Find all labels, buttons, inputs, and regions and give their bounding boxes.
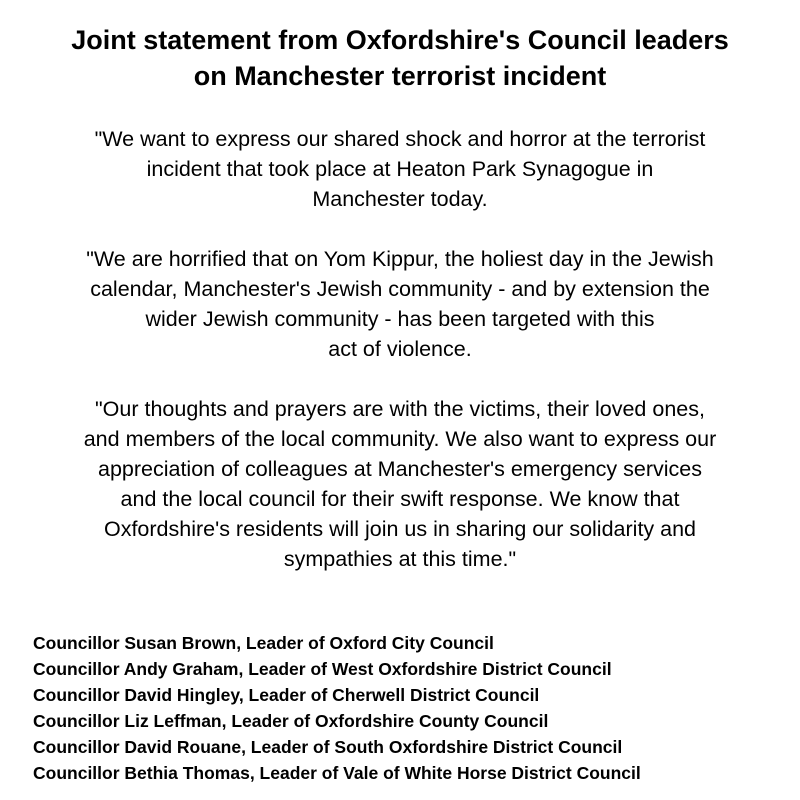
signatory-line: Councillor David Rouane, Leader of South Oxfordshire District Council [33, 737, 623, 757]
statement-title [20, 22, 780, 94]
title-line: Joint statement from Oxfordshire's Council leaders [71, 25, 729, 55]
paragraph-line: Oxfordshire's residents will join us in sharing our solidarity and [103, 517, 697, 541]
paragraph-line: sympathies at this time." [283, 547, 517, 571]
statement-paragraph [20, 244, 780, 364]
signatory-line: Councillor Andy Graham, Leader of West Oxfordshire District Council [33, 659, 612, 679]
signatory-line: Councillor Liz Leffman, Leader of Oxfordshire County Council [33, 711, 549, 731]
signatory-line: Councillor David Hingley, Leader of Cherwell District Council [33, 685, 540, 705]
paragraph-line: incident that took place at Heaton Park Synagogue in [146, 157, 654, 181]
signatory-line: Councillor Bethia Thomas, Leader of Vale of White Horse District Council [33, 763, 641, 783]
paragraph-line: "We want to express our shared shock and horror at the terrorist [94, 127, 706, 151]
statement-paragraph [20, 124, 780, 214]
paragraph-line: "We are horrified that on Yom Kippur, the holiest day in the Jewish [86, 247, 714, 271]
signatories-list [33, 630, 783, 786]
paragraph-line: wider Jewish community - has been targeted with this [145, 307, 655, 331]
statement-paragraph [20, 394, 780, 574]
signatory-line: Councillor Susan Brown, Leader of Oxford City Council [33, 633, 494, 653]
paragraph-line: "Our thoughts and prayers are with the victims, their loved ones, [95, 397, 705, 421]
title-line: on Manchester terrorist incident [193, 61, 607, 91]
paragraph-line: act of violence. [328, 337, 472, 361]
paragraph-line: and the local council for their swift response. We know that [120, 487, 680, 511]
paragraph-line: appreciation of colleagues at Manchester's emergency services [97, 457, 703, 481]
paragraph-line: Manchester today. [312, 187, 488, 211]
paragraph-line: calendar, Manchester's Jewish community - and by extension the [90, 277, 710, 301]
paragraph-line: and members of the local community. We also want to express our [83, 427, 717, 451]
